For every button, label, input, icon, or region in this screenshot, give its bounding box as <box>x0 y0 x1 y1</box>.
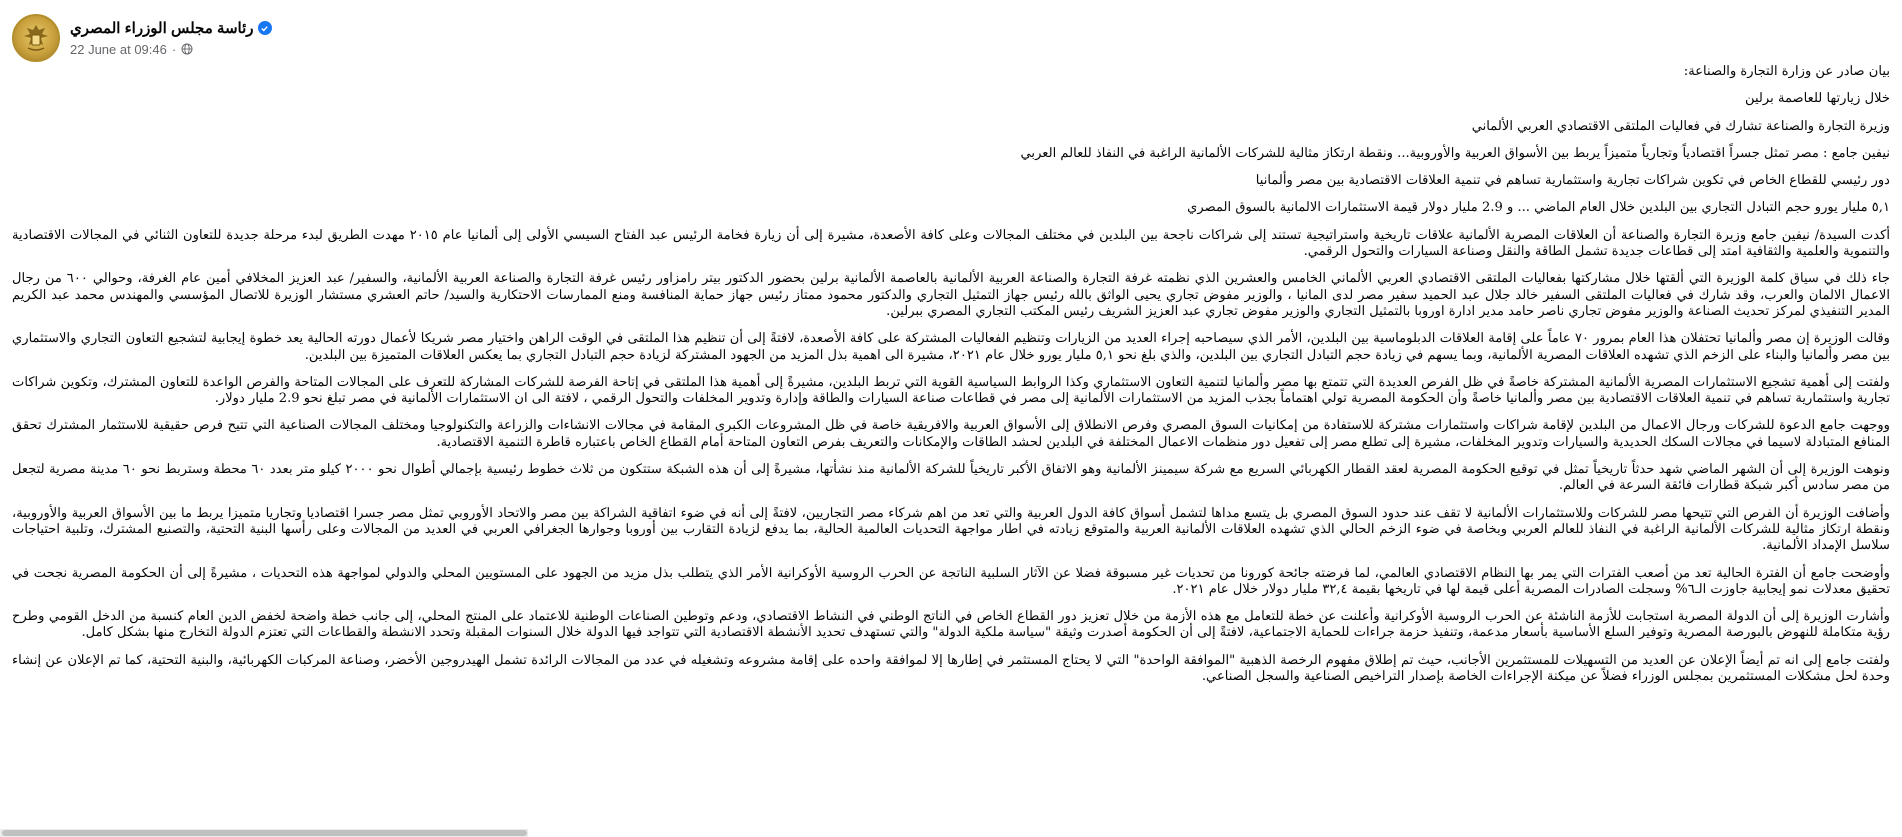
headline-line: دور رئيسي للقطاع الخاص في تكوين شراكات تجارية واستثمارية تساهم في تنمية العلاقات الاقتصادية بين مصر وألمانيا <box>1255 173 1890 189</box>
body-paragraph: ولفتت إلى أهمية تشجيع الاستثمارات المصرية الألمانية المشتركة خاصةً في ظل الفرص العديدة التي تتمتع بها مصر وألمانيا لتنمية التعاون الاستثماري وكذا الروابط السياسية القوية التي تربط البلدين، مشيرةً إلى أهمية هذا الملتقى في إتاحة الفرصة للشركات المشاركة للتعرف على المجالات المتاحة والفرص الواعدة للتعاون المشترك، وتكوين شراكات تجارية واستثمارية تساهم في تنمية العلاقات الاقتصادية بين مصر وألمانيا خاصةً وأن الحكومة المصرية تولي اهتماماً بجذب المزيد من الاستثمارات الألمانية إلى مصر في قطاعات صناعة السيارات والطاقة وإدارة وتدوير المخلفات والتحول الرقمي ، لافتة الى ان الاستثمارات الألمانية في مصر تبلغ نحو 2.9 مليار دولار. <box>12 374 1890 407</box>
scrollbar-thumb[interactable] <box>2 830 527 836</box>
statement-heading: بيان صادر عن وزارة التجارة والصناعة: <box>1683 64 1890 79</box>
separator-dot: · <box>171 41 177 57</box>
body-paragraph: ونوهت الوزيرة إلى أن الشهر الماضي شهد حدثاً تاريخياً تمثل في توقيع الحكومة المصرية لعقد القطار الكهربائي السريع مع شركة سيمينز الألمانية وهو الاتفاق الأكبر تاريخياً للشركة الألمانية منذ نشأتها، مشيرةً إلى أن هذه الشبكة ستتكون من ثلاث خطوط رئيسية بإجمالي أطوال نحو ٢٠٠٠ كيلو متر بعدد ٦٠ محطة وستربط نحو ٦٠ مدينة مصرية لتجعل من مصر سادس أكبر شبكة قطارات فائقة السرعة في العالم. <box>12 462 1890 494</box>
page-avatar[interactable] <box>12 14 60 62</box>
headline-line: نيفين جامع : مصر تمثل جسراً اقتصادياً وتجارياً متميزاً يربط بين الأسواق العربية والأوروبية... ونقطة ارتكاز مثالية للشركات الألمانية الراغبة في النفاذ للعالم العربي <box>1020 145 1890 161</box>
body-paragraph: جاء ذلك في سياق كلمة الوزيرة التي ألقتها خلال مشاركتها بفعاليات الملتقى الاقتصادي العربي الألماني الخامس والعشرين الذي نظمته غرفة التجارة والصناعة العربية الألمانية بالعاصمة الألمانية برلين بحضور الدكتور بيتر رامزاور رئيس غرفة التجارة والصناعة العربية الألمانية، والسفير/ عبد العزيز المخلافي أمين عام الغرفة، وحوالي ٦٠٠ من رجال الاعمال الالمان والعرب، وقد شارك في فعاليات الملتقى السفير خالد جلال عبد الحميد سفير مصر لدى المانيا ، والوزير مفوض تجاري يحيى الواثق بالله رئيس جهاز التمثيل التجاري والدكتور محمود ممتاز رئيس جهاز حماية المنافسة ومنع الممارسات الاحتكارية والسيد/ حاتم العشري مستشار الوزيرة للاتصال المؤسسي والمهندس محمد عبد الكريم المدير التنفيذي لمركز تحديث الصناعة والوزير مفوض تجاري ناصر حامد مدير ادارة اوروبا بالتمثيل التجاري والوزير مفوض تجاري عبد العزيز الشريف رئيس المكتب التجاري المصري ببرلين. <box>12 271 1890 319</box>
body-paragraph: أكدت السيدة/ نيفين جامع وزيرة التجارة والصناعة أن العلاقات المصرية الألمانية علاقات تاريخية واستراتيجية تستند إلى شراكات ناجحة بين البلدين في مختلف المجالات وعلى كافة الأصعدة، مشيرة إلى أن زيارة فخامة الرئيس عبد الفتاح السيسي الأولى إلى ألمانيا عام ٢٠١٥ مهدت الطريق لبدء مرحلة جديدة للتعاون الثنائي في المجالات الاقتصادية والتنموية والعلمية والثقافية امتد إلى قطاعات جديدة تشمل الطاقة والنقل وصناعة السيارات والتحول الرقمي. <box>12 227 1891 260</box>
post-text <box>12 64 1890 837</box>
body-paragraph: ولفتت جامع إلى انه تم أيضاً الإعلان عن العديد من التسهيلات للمستثمرين الأجانب، حيث تم إطلاق مفهوم الرخصة الذهبية "الموافقة الواحدة" التي لا يحتاج المستثمر في إطارها إلا لموافقة واحده على إقامة مشروعه وتشغيله في عدد من المجالات الرائدة تشمل الهيدروجين الأخضر، وصناعة المركبات الكهربائية، والبنية التحتية، كما تم الإعلان عن إنشاء وحدة لحل مشكلات المستثمرين بمجلس الوزراء فضلاً عن ميكنة الإجراءات الخاصة بإصدار التراخيص الصناعية والسجل الصناعي. <box>12 652 1890 685</box>
body-paragraph: وأضافت الوزيرة أن الفرص التي تتيحها مصر للشركات وللاستثمارات الألمانية لا تقف عند حدود السوق المصري بل يتسع مداها لتشمل أسواق كافة الدول العربية والتي تعد من اهم شركاء مصر التجاريين، لافتةً إلى أنه في ضوء اتفاقية الشراكة بين مصر والاتحاد الأوروبي تمثل مصر جسرا اقتصاديا وتجاريا متميزا يربط ما بين الأسواق العربية والأوروبية، ونقطة ارتكاز مثالية للشركات الألمانية الراغبة في النفاذ للعالم العربي وبخاصة في ضوء الزخم الحالي الذي تشهده العلاقات الألمانية العربية والمتوقع زيادته في اطار مواجهة التحديات العالمية الحالية، بما يدفع لزيادة التقارب بين أوروبا وجوارها الجغرافي العربي في العديد من المجالات وعلى رأسها البنية التحتية، والتصنيع المشترك، وتلبية احتياجات سلاسل الإمداد الألمانية. <box>12 505 1891 554</box>
author-row <box>70 17 272 39</box>
post-meta <box>70 17 272 59</box>
post-timestamp-link[interactable]: 22 June at 09:46 <box>70 41 167 57</box>
horizontal-scrollbar[interactable] <box>0 829 528 837</box>
body-paragraph: وأوضحت جامع أن الفترة الحالية تعد من أصعب الفترات التي يمر بها النظام الاقتصادي العالمي، لما فرضته جائحة كورونا من تحديات غير مسبوقة فضلا عن الآثار السلبية الناتجة عن الحرب الروسية الأوكرانية الأمر الذي يتطلب بذل مزيد من الجهود على المستويين المحلي والدولي لمواجهة هذه التحديات ، مشيرةً إلى أن الحكومة المصرية نجحت في تحقيق معدلات نمو إيجابية جاوزت الـ٦% وسجلت الصادرات المصرية أعلى قيمة لها في تاريخها بقيمة ٣٢,٤ مليار دولار خلال عام ٢٠٢١. <box>12 565 1890 597</box>
egypt-eagle-emblem-icon <box>19 21 53 55</box>
post-header <box>12 12 272 64</box>
timestamp-row <box>70 39 272 59</box>
verified-badge-icon <box>258 21 272 35</box>
headline-line: ٥,١ مليار يورو حجم التبادل التجاري بين البلدين خلال العام الماضي ... و 2.9 مليار دولار قيمة الاستثمارات الالمانية بالسوق المصري <box>1187 200 1890 216</box>
body-paragraph: وقالت الوزيرة إن مصر وألمانيا تحتفلان هذا العام بمرور ٧٠ عاماً على إقامة العلاقات الدبلوماسية بين البلدين، الأمر الذي سيصاحبه إجراء العديد من الزيارات وتنظيم الفعاليات المشتركة على كافة الأصعدة، لافتةً إلى أن تنظيم هذا الملتقى في الوقت الراهن واختيار مصر شريكا لأعمال دورته الحالية يعد خطوة إيجابية لتشجيع التعاون التجاري والاستثماري بين مصر وألمانيا والبناء على الزخم الذي تشهده العلاقات المصرية الألمانية، وبما يسهم في زيادة حجم التبادل التجاري بين البلدين، والذي بلغ نحو ٥,١ مليار يورو خلال عام ٢٠٢١، مشيرة الى اهمية بذل المزيد من الجهود المشتركة لزيادة حجم التبادل التجاري بما يعكس العلاقات المتميزة بين البلدين. <box>12 331 1890 363</box>
headline-line: وزيرة التجارة والصناعة تشارك في فعاليات الملتقى الاقتصادي العربي الألماني <box>1471 118 1890 134</box>
body-paragraph: وأشارت الوزيرة إلى أن الدولة المصرية استجابت للأزمة الناشئة عن الحرب الروسية الأوكرانية وأعلنت عن خطة للتعامل مع هذه الأزمة من خلال تعزيز دور القطاع الخاص في الناتج الوطني في النشاط الاقتصادي، ودعم وتوطين الصناعات الوطنية للاعتماد على المنتج المحلي، إلى جانب خطة واضحة لخفض الدين العام كنسبة من الدخل القومي وطرح رؤية متكاملة للنهوض بالبورصة المصرية وتوفير السلع الأساسية بأسعار مدعمة، وتنفيذ حزمة جراءات للحماية الاجتماعية، لافتةً إلى أن الحكومة أصدرت وثيقة "سياسة ملكية الدولة" والتي تستهدف تحديد الأنشطة الاقتصادية التي تتواجد فيها الدولة خلال السنوات المقبلة وتحدد الانشطة والقطاعات التي تعتزم الدولة التخارج منها بشكل كامل. <box>12 609 1890 641</box>
body-paragraph: ووجهت جامع الدعوة للشركات ورجال الاعمال من البلدين لإقامة شراكات واستثمارات مشتركة للاستفادة من إمكانيات السوق المصري وفرص الانطلاق إلى الأسواق العربية والافريقية خاصة في ظل المشروعات الكبرى المقامة في مجالات الانشاءات والزراعة والتكنولوجيا ومختلف المجالات الصناعية التي تتيح فرص حقيقية للاستثمار المشترك تحقق المنافع المتبادلة لاسيما في مجالات السكك الحديدية والسيارات وتدوير المخلفات، مشيرة إلى تطلع مصر إلى تفعيل دور منظمات الاعمال المختلفة في البلدين لحشد الطاقات والإمكانات والتعريف بفرص التعاون المتاحة أمام القطاع الخاص باعتباره قاطرة التنمية الاقتصادية. <box>12 418 1891 450</box>
globe-icon[interactable] <box>181 43 193 55</box>
headline-line: خلال زيارتها للعاصمة برلين <box>1745 91 1890 107</box>
page-name-link[interactable]: رئاسة مجلس الوزراء المصري <box>70 20 254 37</box>
